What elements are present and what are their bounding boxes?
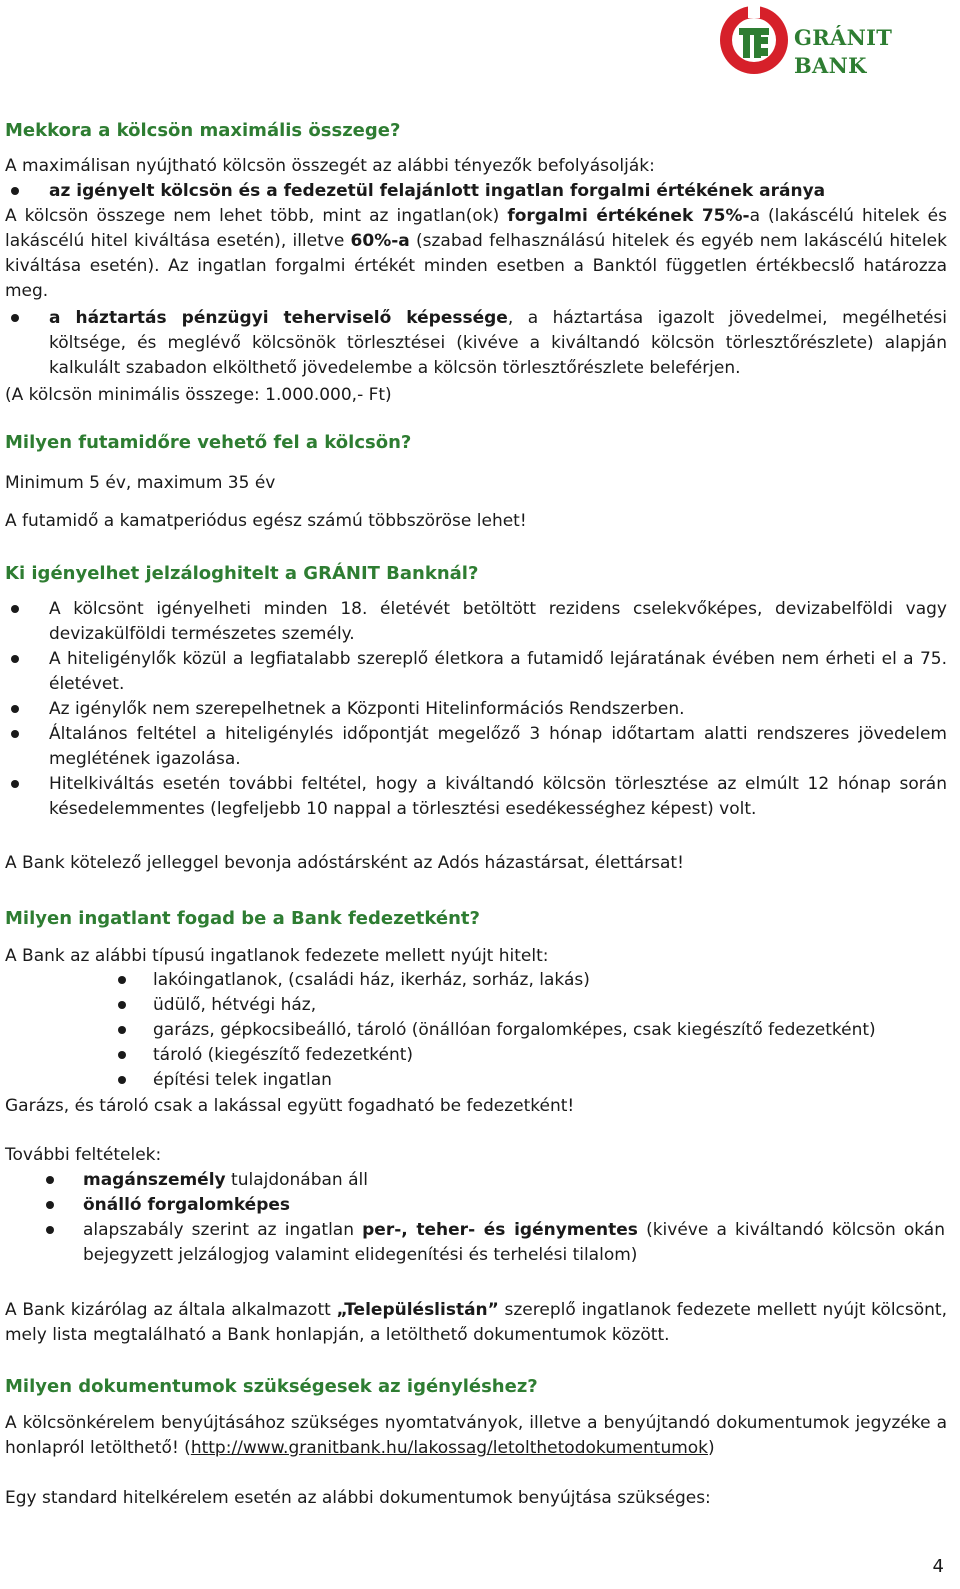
bullet xyxy=(11,605,19,613)
bullet xyxy=(118,1076,126,1084)
collateral-item: garázs, gépkocsibeálló, tároló (önállóan forgalomképes, csak kiegészítő fedezetként) xyxy=(153,1020,876,1040)
term-note: A futamidő a kamatperiódus egész számú többszöröse lehet! xyxy=(5,511,527,531)
bullet xyxy=(118,1026,126,1034)
bullet xyxy=(11,655,19,663)
page-number: 4 xyxy=(932,1556,944,1577)
max-amount-intro: A maximálisan nyújtható kölcsön összegét az alábbi tényezők befolyásolják: xyxy=(5,156,655,176)
collateral-intro: A Bank az alábbi típusú ingatlanok fedezete mellett nyújt hitelt: xyxy=(5,946,549,966)
bullet xyxy=(118,976,126,984)
bullet xyxy=(46,1226,54,1234)
garage-note: Garázs, és tároló csak a lakással együtt fogadható be fedezetként! xyxy=(5,1096,575,1116)
eligibility-item: Általános feltétel a hiteligénylés időpontját megelőző 3 hónap időtartam alatti rendszeres jövedelem meglétének igazolása. xyxy=(49,724,947,769)
co-debtor-note: A Bank kötelező jelleggel bevonja adóstársként az Adós házastársat, élettársat! xyxy=(5,853,684,873)
condition-item: magánszemély tulajdonában áll xyxy=(83,1170,368,1190)
section-heading-term: Milyen futamidőre vehető fel a kölcsön? xyxy=(5,432,412,453)
collateral-item: üdülő, hétvégi ház, xyxy=(153,995,317,1015)
collateral-item: építési telek ingatlan xyxy=(153,1070,332,1090)
affordability-text: a háztartás pénzügyi teherviselő képessége, a háztartása igazolt jövedelmei, megélhetési költsége, és meglévő kölcsönök törlesztései (kivéve a kiváltandó kölcsön törlesztőrészlete) alapján kalkulált szabadon elkölthető jövedelembe a kölcsön törlesztőrészlete beleférjen. xyxy=(49,308,947,378)
documents-text: A kölcsönkérelem benyújtásához szükséges nyomtatványok, illetve a benyújtandó dokumentumok jegyzéke a honlapról letölthető! (http://www.granitbank.hu/lakossag/letolthetodokumentumok) xyxy=(5,1413,947,1458)
further-conditions-label: További feltételek: xyxy=(5,1145,162,1165)
granit-bank-logo-mark xyxy=(718,4,790,76)
bullet xyxy=(11,780,19,788)
bullet xyxy=(11,187,19,195)
eligibility-item: Az igénylők nem szerepelhetnek a Központi Hitelinformációs Rendszerben. xyxy=(49,699,685,719)
section-heading-documents: Milyen dokumentumok szükségesek az igényléshez? xyxy=(5,1376,538,1397)
bullet xyxy=(46,1201,54,1209)
bullet xyxy=(46,1176,54,1184)
bullet xyxy=(11,314,19,322)
section-heading-max-amount: Mekkora a kölcsön maximális összege? xyxy=(5,120,401,141)
granit-bank-logo xyxy=(718,2,950,78)
section-heading-eligibility: Ki igényelhet jelzáloghitelt a GRÁNIT Banknál? xyxy=(5,563,479,584)
eligibility-item: A kölcsönt igényelheti minden 18. életévét betöltött rezidens cselekvőképes, devizabelföldi vagy devizakülföldi természetes személy. xyxy=(49,599,947,644)
logo-wordmark: GRÁNIT BANK xyxy=(794,25,893,78)
bullet xyxy=(11,705,19,713)
eligibility-item: A hiteligénylők közül a legfiatalabb szereplő életkora a futamidő lejáratának évében nem érheti el a 75. életévet. xyxy=(49,649,947,694)
loan-to-value-text: A kölcsön összege nem lehet több, mint az ingatlan(ok) forgalmi értékének 75%-a (lakáscélú hitelek és lakáscélú hitel kiváltása esetén), illetve 60%-a (szabad felhasználású hitelek és egyéb nem lakáscélú hitelek kiváltása esetén). Az ingatlan forgalmi értékét minden esetben a Banktól független értékbecslő határozza meg. xyxy=(5,206,948,301)
eligibility-item: Hitelkiváltás esetén további feltétel, hogy a kiváltandó kölcsön törlesztése az elmúlt 12 hónap során késedelemmentes (legfeljebb 10 nappal a törlesztési esedékességhez képest) volt. xyxy=(49,774,947,819)
documents-download-link[interactable]: http://www.granitbank.hu/lakossag/letolthetodokumentumok xyxy=(190,1438,709,1458)
loan-to-value-title: az igényelt kölcsön és a fedezetül felajánlott ingatlan forgalmi értékének aránya xyxy=(49,181,826,201)
settlement-list-note: A Bank kizárólag az általa alkalmazott „Településlistán” szereplő ingatlanok fedezete mellett nyújt kölcsönt, mely lista megtalálható a Bank honlapján, a letölthető dokumentumok között. xyxy=(5,1300,947,1345)
condition-item: önálló forgalomképes xyxy=(83,1195,291,1215)
standard-request-text: Egy standard hitelkérelem esetén az alábbi dokumentumok benyújtása szükséges: xyxy=(5,1488,711,1508)
section-heading-collateral: Milyen ingatlant fogad be a Bank fedezetként? xyxy=(5,908,480,929)
collateral-item: tároló (kiegészítő fedezetként) xyxy=(153,1045,414,1065)
term-range: Minimum 5 év, maximum 35 év xyxy=(5,473,276,493)
bullet xyxy=(11,730,19,738)
collateral-item: lakóingatlanok, (családi ház, ikerház, sorház, lakás) xyxy=(153,970,590,990)
bullet xyxy=(118,1051,126,1059)
minimum-amount: (A kölcsön minimális összege: 1.000.000,- Ft) xyxy=(5,385,392,405)
bullet xyxy=(118,1001,126,1009)
condition-item: alapszabály szerint az ingatlan per-, teher- és igénymentes (kivéve a kiváltandó kölcsön okán bejegyzett jelzálogjog valamint elidegenítési és terhelési tilalom) xyxy=(83,1220,945,1265)
